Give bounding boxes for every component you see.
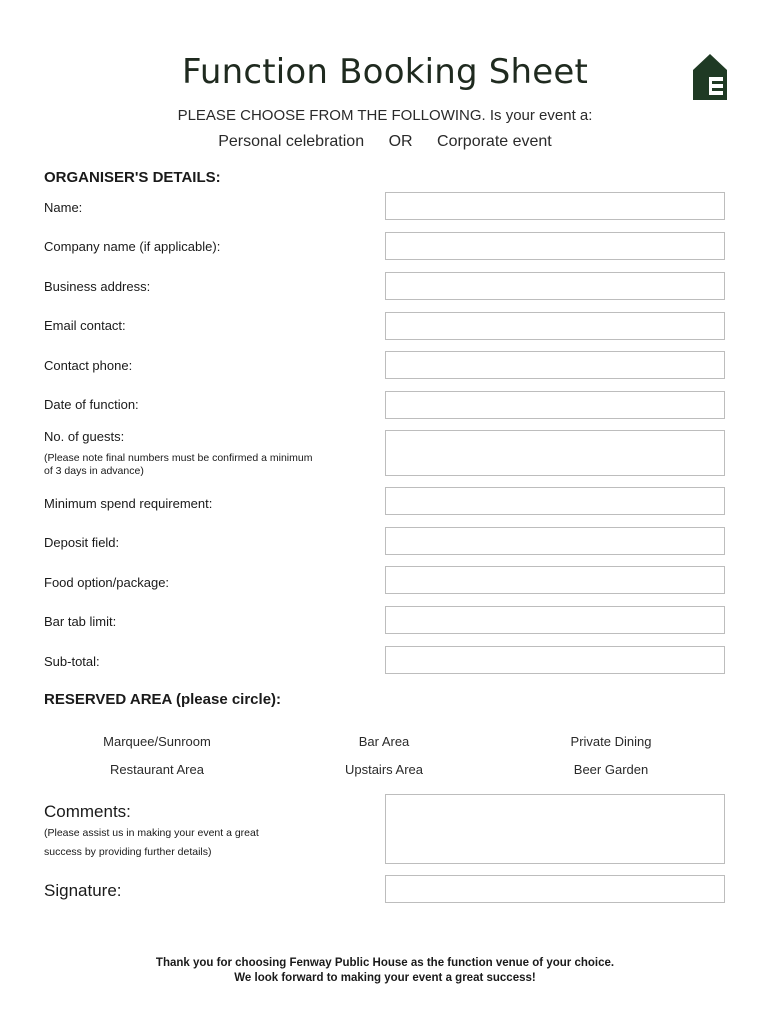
- food-field[interactable]: [385, 566, 725, 594]
- deposit-field[interactable]: [385, 527, 725, 555]
- comments-note-line2: success by providing further details): [44, 846, 212, 858]
- date-label: Date of function:: [44, 397, 139, 412]
- name-label: Name:: [44, 200, 83, 215]
- subtotal-field[interactable]: [385, 646, 725, 674]
- name-field[interactable]: [385, 192, 725, 220]
- event-type-choices: [0, 133, 770, 151]
- phone-field[interactable]: [385, 351, 725, 379]
- bar-tab-label: Bar tab limit:: [44, 614, 117, 629]
- company-field[interactable]: [385, 232, 725, 260]
- page-title: Function Booking Sheet: [181, 52, 589, 92]
- area-beer-garden[interactable]: Beer Garden: [573, 762, 649, 777]
- comments-field[interactable]: [385, 794, 725, 864]
- bar-tab-field[interactable]: [385, 606, 725, 634]
- signature-field[interactable]: [385, 875, 725, 903]
- min-spend-field[interactable]: [385, 487, 725, 515]
- company-label: Company name (if applicable):: [44, 239, 221, 254]
- guests-label: No. of guests:: [44, 429, 125, 444]
- choice-corporate-event[interactable]: Corporate event: [437, 133, 552, 150]
- guests-note: (Please note final numbers must be confirmed a minimum of 3 days in advance): [44, 452, 313, 477]
- deposit-label: Deposit field:: [44, 535, 120, 550]
- footer-thank-you: Thank you for choosing Fenway Public House as the function venue of your choice.: [155, 957, 615, 969]
- footer-success: We look forward to making your event a great success!: [234, 972, 536, 984]
- food-label: Food option/package:: [44, 575, 170, 590]
- comments-label: Comments:: [44, 802, 131, 821]
- area-upstairs[interactable]: Upstairs Area: [344, 762, 424, 777]
- reserved-area-heading: RESERVED AREA (please circle):: [44, 691, 282, 708]
- date-field[interactable]: [385, 391, 725, 419]
- house-icon: [693, 52, 727, 100]
- choice-personal-celebration[interactable]: Personal celebration: [218, 133, 365, 150]
- event-type-prompt: PLEASE CHOOSE FROM THE FOLLOWING. Is your event a:: [177, 107, 593, 124]
- comments-note-line1: (Please assist us in making your event a great: [44, 827, 259, 839]
- min-spend-label: Minimum spend requirement:: [44, 496, 213, 511]
- area-bar[interactable]: Bar Area: [358, 734, 410, 749]
- area-private-dining[interactable]: Private Dining: [570, 734, 652, 749]
- address-label: Business address:: [44, 279, 151, 294]
- guests-field[interactable]: [385, 430, 725, 476]
- organiser-heading: ORGANISER'S DETAILS:: [44, 169, 221, 186]
- area-marquee-sunroom[interactable]: Marquee/Sunroom: [103, 734, 211, 749]
- signature-label: Signature:: [44, 881, 122, 900]
- phone-label: Contact phone:: [44, 358, 133, 373]
- area-restaurant[interactable]: Restaurant Area: [110, 762, 204, 777]
- address-field[interactable]: [385, 272, 725, 300]
- subtotal-label: Sub-total:: [44, 654, 100, 669]
- email-label: Email contact:: [44, 318, 126, 333]
- choice-separator: OR: [388, 133, 413, 150]
- email-field[interactable]: [385, 312, 725, 340]
